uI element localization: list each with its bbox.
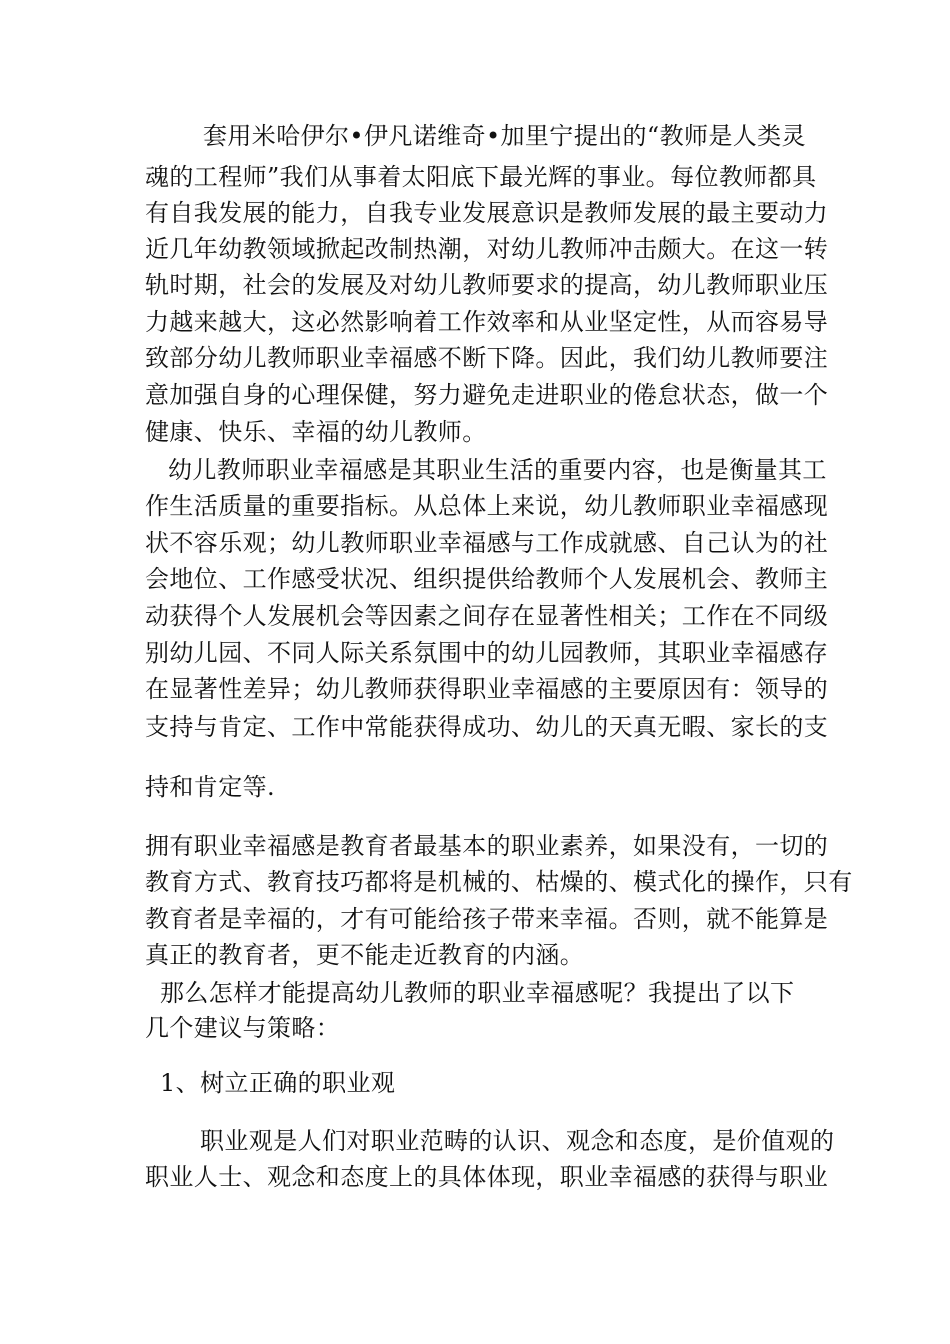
text-line: 近几年幼教领域掀起改制热潮，对幼儿教师冲击颇大。在这一转	[145, 235, 829, 263]
text-line: 状不容乐观；幼儿教师职业幸福感与工作成就感、自己认为的社	[145, 529, 829, 557]
text-line: 在显著性差异；幼儿教师获得职业幸福感的主要原因有：领导的	[145, 675, 829, 703]
text-line: 支持与肯定、工作中常能获得成功、幼儿的天真无暇、家长的支	[145, 713, 829, 741]
text-line: 职业人士、观念和态度上的具体体现，职业幸福感的获得与职业	[145, 1163, 829, 1191]
text-line: 拥有职业幸福感是教育者最基本的职业素养，如果没有，一切的	[145, 832, 829, 860]
text-line: 真正的教育者，更不能走近教育的内涵。	[145, 941, 585, 969]
section-heading: 1、树立正确的职业观	[160, 1069, 396, 1097]
text-line: 魂的工程师”我们从事着太阳底下最光辉的事业。每位教师都具	[145, 163, 817, 191]
text-line: 职业观是人们对职业范畴的认识、观念和态度，是价值观的	[200, 1127, 835, 1155]
text-line: 有自我发展的能力，自我专业发展意识是教师发展的最主要动力	[145, 199, 829, 227]
text-line: 别幼儿园、不同人际关系氛围中的幼儿园教师，其职业幸福感存	[145, 639, 829, 667]
text-line: 轨时期，社会的发展及对幼儿教师要求的提高，幼儿教师职业压	[145, 271, 829, 299]
text-line: 意加强自身的心理保健，努力避免走进职业的倦怠状态，做一个	[145, 381, 829, 409]
text-line: 套用米哈伊尔•伊凡诺维奇•加里宁提出的“教师是人类灵	[203, 122, 806, 150]
text-line: 健康、快乐、幸福的幼儿教师。	[145, 418, 487, 446]
text-line: 会地位、工作感受状况、组织提供给教师个人发展机会、教师主	[145, 565, 829, 593]
text-line: 几个建议与策略：	[145, 1014, 341, 1042]
text-line: 那么怎样才能提高幼儿教师的职业幸福感呢？我提出了以下	[160, 979, 795, 1007]
text-line: 教育方式、教育技巧都将是机械的、枯燥的、模式化的操作，只有	[145, 868, 853, 896]
text-line: 力越来越大，这必然影响着工作效率和从业坚定性，从而容易导	[145, 308, 829, 336]
text-line: 持和肯定等.	[145, 773, 276, 801]
text-line: 作生活质量的重要指标。从总体上来说，幼儿教师职业幸福感现	[145, 492, 829, 520]
text-line: 幼儿教师职业幸福感是其职业生活的重要内容，也是衡量其工	[168, 456, 827, 484]
text-line: 致部分幼儿教师职业幸福感不断下降。因此，我们幼儿教师要注	[145, 344, 829, 372]
text-line: 动获得个人发展机会等因素之间存在显著性相关；工作在不同级	[145, 602, 829, 630]
text-line: 教育者是幸福的，才有可能给孩子带来幸福。否则，就不能算是	[145, 905, 829, 933]
